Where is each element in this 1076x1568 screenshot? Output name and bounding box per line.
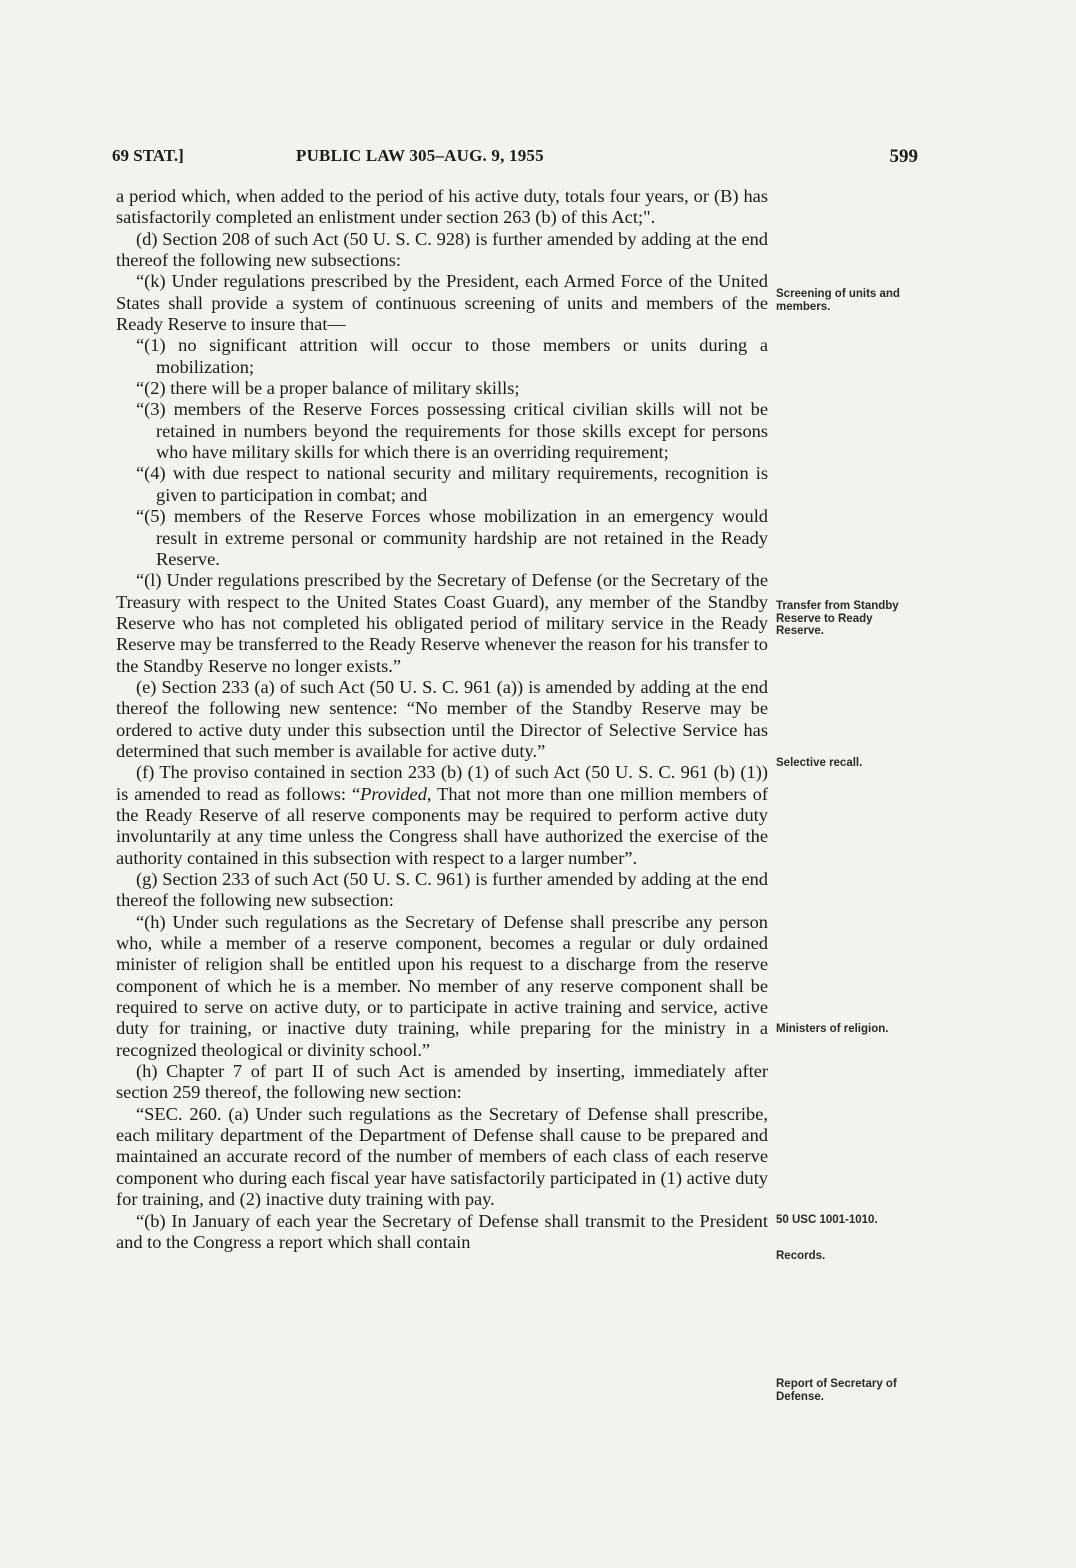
paragraph: (e) Section 233 (a) of such Act (50 U. S. C. 961 (a)) is amended by adding at the end thereof the following new sentence: “No member of the Standby Reserve may be ordered to active duty under this subsection until the Director of Selective Service has determined that such member is available for active duty.” xyxy=(116,676,768,761)
paragraph: “SEC. 260. (a) Under such regulations as the Secretary of Defense shall prescribe, each military department of the Department of Defense shall cause to be prepared and maintained an accurate record of the number of members of each class of each reserve component who during each fiscal year have satisfactorily participated in (1) active duty for training, and (2) inactive duty training with pay. xyxy=(116,1103,768,1210)
paragraph: “(k) Under regulations prescribed by the President, each Armed Force of the United States shall provide a system of continuous screening of units and members of the Ready Reserve to insure that— xyxy=(116,271,768,335)
volume-reference: 69 STAT.] xyxy=(112,146,184,165)
page-title: PUBLIC LAW 305–AUG. 9, 1955 xyxy=(296,146,544,165)
margin-note-usc: 50 USC 1001-1010. xyxy=(776,1214,878,1226)
list-item: “(1) no significant attrition will occur to those members or units during a mobilization; xyxy=(136,335,768,377)
list-item: “(5) members of the Reserve Forces whose mobilization in an emergency would result in extreme personal or community hardship are not retained in the Ready Reserve. xyxy=(136,506,768,569)
body-text xyxy=(116,186,768,1253)
page-header xyxy=(112,146,918,170)
paragraph: (g) Section 233 of such Act (50 U. S. C. 961) is further amended by adding at the end thereof the following new subsection: xyxy=(116,869,768,911)
paragraph: “(h) Under such regulations as the Secretary of Defense shall prescribe any person who, while a member of a reserve component, becomes a regular or duly ordained minister of religion shall be entitled upon his request to a discharge from the reserve component of which he is a member. No member of any reserve component shall be required to serve on active duty, or to participate in active training and service, active duty for training, or inactive duty training, while preparing for the ministry in a recognized theological or divinity school.” xyxy=(116,911,768,1060)
margin-note-records: Records. xyxy=(776,1250,826,1262)
margin-note-ministers: Ministers of religion. xyxy=(776,1023,889,1035)
paragraph: a period which, when added to the period of his active duty, totals four years, or (B) has satisfactorily completed an enlistment under section 263 (b) of this Act;". xyxy=(116,186,768,228)
list-item: “(4) with due respect to national security and military requirements, recognition is given to participation in combat; and xyxy=(136,463,768,505)
margin-note-screening: Screening of units and members. xyxy=(776,288,900,313)
text-run: (f) The proviso contained in section 233 (b) (1) of such Act (50 U. S. C. 961 (b) (1)) is amended to read as follows: “ xyxy=(116,762,768,804)
paragraph: (h) Chapter 7 of part II of such Act is amended by inserting, immediately after section 259 thereof, the following new section: xyxy=(116,1061,768,1103)
italic-term: Provided xyxy=(360,783,427,804)
list-item: “(3) members of the Reserve Forces possessing critical civilian skills will not be retained in numbers beyond the requirements for those skills except for persons who have military skills for which there is an overriding requirement; xyxy=(136,399,768,463)
margin-note-transfer: Transfer from Standby Reserve to Ready Reserve. xyxy=(776,600,899,637)
paragraph: “(b) In January of each year the Secretary of Defense shall transmit to the President and to the Congress a report which shall contain xyxy=(116,1210,768,1252)
page-number: 599 xyxy=(889,146,918,167)
margin-note-selective-recall: Selective recall. xyxy=(776,757,863,769)
margin-note-report: Report of Secretary of Defense. xyxy=(776,1378,897,1403)
paragraph xyxy=(116,762,768,869)
paragraph: “(l) Under regulations prescribed by the Secretary of Defense (or the Secretary of the Treasury with respect to the United States Coast Guard), any member of the Standby Reserve who has not completed his obligated period of military service in the Ready Reserve may be transferred to the Ready Reserve whenever the reason for his transfer to the Standby Reserve no longer exists.” xyxy=(116,570,768,676)
text-run: , That not more than one million members of the Ready Reserve of all reserve components may be required to perform active duty involuntarily at any time unless the Congress shall have authorized the exercise of the authority contained in this subsection with respect to a larger number”. xyxy=(116,783,768,868)
paragraph: (d) Section 208 of such Act (50 U. S. C. 928) is further amended by adding at the end thereof the following new subsections: xyxy=(116,228,768,271)
list-item: “(2) there will be a proper balance of military skills; xyxy=(136,378,520,399)
